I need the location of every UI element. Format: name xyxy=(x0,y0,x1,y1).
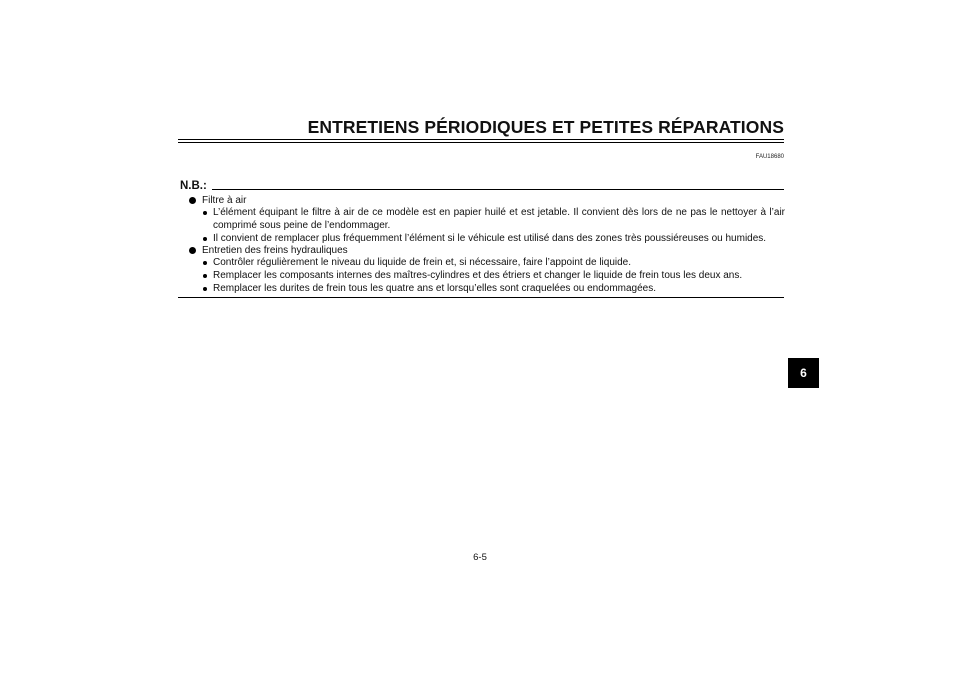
document-code: FAU18680 xyxy=(755,154,784,160)
note-divider-bottom xyxy=(178,297,784,298)
section-bullet xyxy=(189,197,196,204)
item-bullet xyxy=(203,287,207,291)
page-title: ENTRETIENS PÉRIODIQUES ET PETITES RÉPARATIONS xyxy=(307,117,784,137)
header-divider-top xyxy=(178,139,784,140)
section-bullet xyxy=(189,247,196,254)
note-divider-top xyxy=(212,189,784,190)
list-item: L’élément équipant le filtre à air de ce modèle est en papier huilé et est jetable. Il convient dès lors de ne pas le nettoyer à l’air comprimé sous peine de l’endommager. xyxy=(213,207,785,231)
list-item: Il convient de remplacer plus fréquemment l’élément si le véhicule est utilisé dans des zones très poussiéreuses ou humides. xyxy=(213,233,767,244)
note-label: N.B.: xyxy=(180,180,207,192)
item-bullet xyxy=(203,274,207,278)
page-number: 6-5 xyxy=(473,552,487,563)
header-divider-bottom xyxy=(178,142,784,143)
item-bullet xyxy=(203,211,207,215)
section-heading-air-filter: Filtre à air xyxy=(202,195,247,206)
chapter-tab-label: 6 xyxy=(800,366,807,380)
list-item: Contrôler régulièrement le niveau du liquide de frein et, si nécessaire, faire l’appoint de liquide. xyxy=(213,257,632,268)
list-item: Remplacer les composants internes des maîtres-cylindres et des étriers et changer le liquide de frein tous les deux ans. xyxy=(213,270,743,281)
chapter-tab xyxy=(788,358,819,388)
list-item: Remplacer les durites de frein tous les quatre ans et lorsqu’elles sont craquelées ou endommagées. xyxy=(213,283,657,294)
item-bullet xyxy=(203,261,207,265)
section-heading-hydraulic-brakes: Entretien des freins hydrauliques xyxy=(202,245,348,256)
item-bullet xyxy=(203,237,207,241)
